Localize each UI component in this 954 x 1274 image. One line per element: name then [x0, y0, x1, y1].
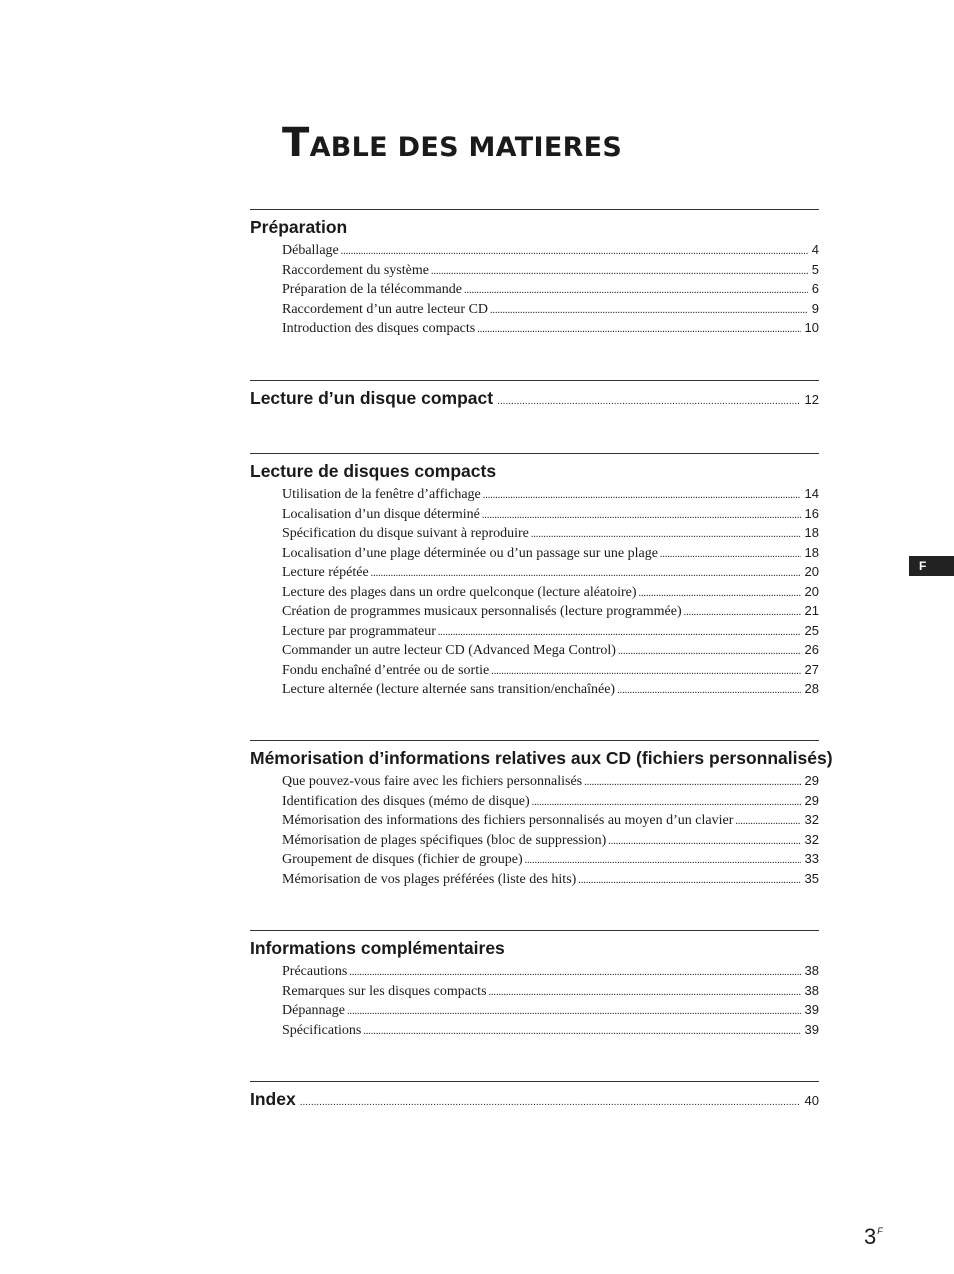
entry-page: 14 [804, 486, 819, 501]
entry-label: Lecture par programmateur [282, 623, 436, 639]
toc-entry[interactable] [282, 623, 819, 643]
toc-entry[interactable] [282, 851, 819, 871]
entry-label: Spécifications [282, 1022, 362, 1038]
entry-page: 35 [804, 870, 819, 886]
section-title: Informations complémentaires [250, 938, 505, 958]
dot-leader [300, 1093, 799, 1113]
toc-entry[interactable] [282, 564, 819, 584]
entry-page: 39 [804, 1002, 819, 1017]
dot-leader [531, 529, 801, 540]
dot-leader [532, 797, 801, 808]
dot-leader [482, 510, 801, 521]
entry-label: Déballage [282, 243, 339, 258]
entry-page: 28 [804, 681, 819, 696]
title-initial: T [282, 120, 310, 166]
section-heading[interactable] [250, 1089, 819, 1113]
entry-label: Localisation d’un disque déterminé [282, 506, 480, 522]
dot-leader [347, 1006, 801, 1017]
dot-leader [660, 549, 801, 560]
entry-label: Remarques sur les disques compacts [282, 983, 487, 999]
entry-page: 38 [804, 982, 819, 998]
dot-leader [497, 392, 798, 412]
section-heading[interactable] [250, 388, 819, 412]
toc-entry[interactable] [282, 662, 819, 682]
dot-leader [464, 285, 808, 296]
toc-entry[interactable] [282, 506, 819, 526]
entry-page: 27 [804, 661, 819, 677]
section-page: 40 [804, 1093, 819, 1108]
page-number [864, 1224, 883, 1250]
dot-leader [639, 588, 801, 599]
toc-section-lecture-disques [250, 453, 819, 701]
entry-label: Préparation de la télécommande [282, 282, 462, 297]
dot-leader [618, 646, 801, 657]
dot-leader [525, 855, 801, 866]
entry-label: Utilisation de la fenêtre d’affichage [282, 487, 481, 502]
dot-leader [341, 246, 808, 257]
dot-leader [438, 627, 801, 638]
entry-page: 29 [804, 773, 819, 788]
entry-label: Précautions [282, 964, 348, 979]
entry-page: 4 [811, 242, 819, 257]
toc-entry[interactable] [282, 871, 819, 891]
entry-page: 5 [811, 261, 819, 277]
toc-entry[interactable] [282, 812, 819, 832]
entry-label: Création de programmes musicaux personnalisés (lecture programmée) [282, 604, 682, 619]
dot-leader [489, 987, 801, 998]
title-rest: ABLE DES MATIERES [309, 132, 623, 163]
entry-list [250, 963, 819, 1041]
toc-entry[interactable] [282, 242, 819, 262]
entry-page: 10 [804, 320, 819, 335]
entry-page: 32 [804, 831, 819, 847]
entry-label: Lecture alternée (lecture alternée sans transition/enchaînée) [282, 682, 616, 697]
entry-page: 18 [804, 525, 819, 540]
entry-page: 18 [804, 544, 819, 560]
entry-page: 9 [811, 300, 819, 316]
toc-entry[interactable] [282, 584, 819, 604]
toc-entry[interactable] [282, 773, 819, 793]
entry-page: 6 [811, 281, 819, 296]
entry-list [250, 242, 819, 340]
entry-label: Groupement de disques (fichier de groupe) [282, 852, 523, 867]
toc-section-lecture-disque [250, 380, 819, 412]
toc-section-preparation [250, 209, 819, 340]
dot-leader [363, 1026, 800, 1037]
entry-label: Dépannage [282, 1003, 345, 1018]
page-number-value: 3 [864, 1224, 877, 1249]
toc-entry[interactable] [282, 281, 819, 301]
section-page: 12 [804, 392, 819, 407]
language-tab: F [909, 556, 954, 576]
entry-page: 38 [804, 963, 819, 978]
entry-label: Mémorisation des informations des fichiers personnalisés au moyen d’un clavier [282, 813, 734, 828]
entry-label: Introduction des disques compacts [282, 321, 476, 336]
toc-section-memorisation [250, 740, 833, 890]
entry-label: Lecture répétée [282, 565, 369, 580]
entry-page: 16 [804, 505, 819, 521]
dot-leader [431, 266, 808, 277]
section-title: Lecture de disques compacts [250, 461, 497, 481]
toc-entry[interactable] [282, 642, 819, 662]
toc-entry[interactable] [282, 603, 819, 623]
entry-label: Localisation d’une plage déterminée ou d’un passage sur une plage [282, 545, 658, 561]
entry-page: 25 [804, 622, 819, 638]
entry-label: Fondu enchaîné d’entrée ou de sortie [282, 662, 490, 678]
dot-leader [578, 875, 800, 886]
toc-entry[interactable] [282, 1022, 819, 1042]
toc-entry[interactable] [282, 793, 819, 813]
section-title: Préparation [250, 217, 348, 237]
page-title [282, 120, 622, 166]
dot-leader [483, 490, 801, 501]
entry-page: 32 [804, 812, 819, 827]
dot-leader [490, 305, 808, 316]
section-heading [250, 461, 819, 481]
toc-entry[interactable] [282, 681, 819, 701]
dot-leader [477, 324, 800, 335]
entry-page: 21 [804, 603, 819, 618]
toc-entry[interactable] [282, 545, 819, 565]
entry-label: Mémorisation de vos plages préférées (liste des hits) [282, 871, 577, 887]
toc-entry[interactable] [282, 1002, 819, 1022]
toc-entry[interactable] [282, 963, 819, 983]
toc-entry[interactable] [282, 983, 819, 1003]
toc-entry[interactable] [282, 832, 819, 852]
entry-page: 26 [804, 642, 819, 657]
dot-leader [584, 777, 800, 788]
dot-leader [349, 967, 800, 978]
toc-entry[interactable] [282, 320, 819, 340]
entry-label: Que pouvez-vous faire avec les fichiers personnalisés [282, 774, 583, 789]
dot-leader [371, 568, 801, 579]
toc-entry[interactable] [282, 525, 819, 545]
dot-leader [735, 816, 800, 827]
toc-entry[interactable] [282, 486, 819, 506]
toc-section-index [250, 1081, 819, 1113]
entry-list [250, 773, 819, 890]
toc-entry[interactable] [282, 301, 819, 321]
entry-page: 33 [804, 851, 819, 866]
section-heading [250, 748, 833, 768]
entry-page: 20 [804, 583, 819, 599]
entry-label: Lecture des plages dans un ordre quelconque (lecture aléatoire) [282, 584, 637, 600]
entry-label: Commander un autre lecteur CD (Advanced Mega Control) [282, 643, 616, 658]
entry-label: Raccordement d’un autre lecteur CD [282, 301, 489, 317]
entry-list [250, 486, 819, 701]
section-title: Index [250, 1089, 296, 1109]
entry-page: 29 [804, 792, 819, 808]
entry-label: Identification des disques (mémo de disque) [282, 793, 530, 809]
section-heading [250, 938, 819, 958]
section-heading [250, 217, 819, 237]
entry-label: Raccordement du système [282, 262, 429, 278]
dot-leader [491, 666, 800, 677]
entry-label: Spécification du disque suivant à reproduire [282, 526, 529, 541]
page-number-suffix: F [877, 1226, 883, 1236]
entry-label: Mémorisation de plages spécifiques (bloc de suppression) [282, 832, 607, 848]
section-title: Lecture d’un disque compact [250, 388, 494, 408]
entry-page: 39 [804, 1021, 819, 1037]
dot-leader [608, 836, 800, 847]
dot-leader [684, 607, 801, 618]
toc-entry[interactable] [282, 262, 819, 282]
toc-section-informations [250, 930, 819, 1041]
dot-leader [617, 685, 800, 696]
section-title: Mémorisation d’informations relatives aux CD (fichiers personnalisés) [250, 748, 833, 768]
entry-page: 20 [804, 564, 819, 579]
